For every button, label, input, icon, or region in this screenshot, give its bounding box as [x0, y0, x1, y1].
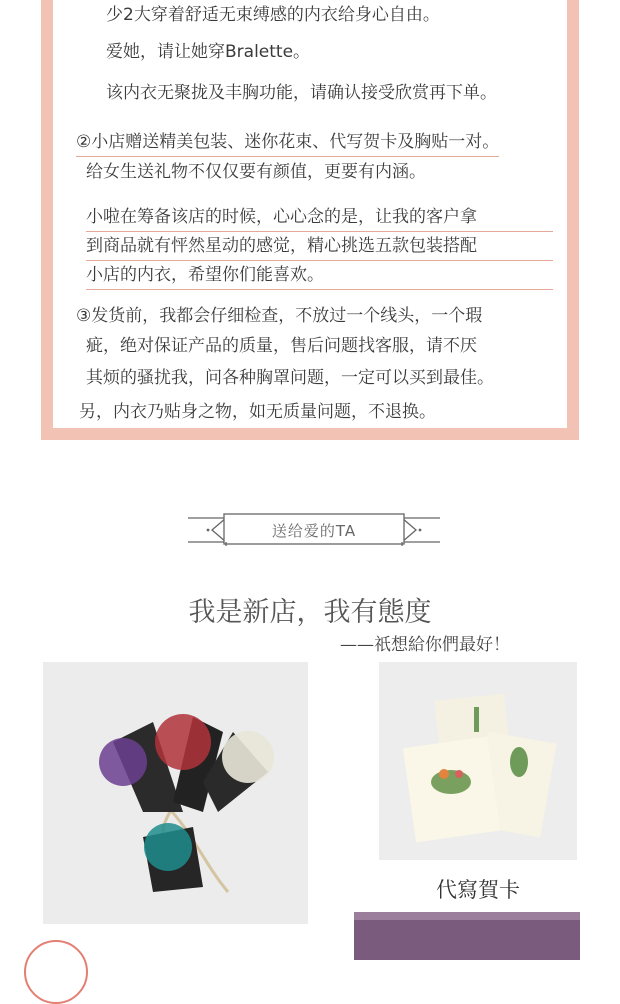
gift-banner [186, 512, 442, 548]
notice-panel [53, 0, 567, 428]
notice-line-7: 到商品就有怦然星动的感觉，精心挑选五款包装搭配 [86, 231, 553, 261]
notice-line-5: 给女生送礼物不仅仅要有颜值，更要有内涵。 [86, 162, 426, 182]
circle-ornament-icon [24, 940, 88, 1004]
greeting-cards-caption: 代寫賀卡 [436, 878, 520, 902]
greeting-cards-photo [379, 662, 577, 860]
notice-frame [41, 0, 579, 440]
page-headline: 我是新店，我有態度 [188, 597, 432, 628]
notice-line-9: ③发货前，我都会仔细检查，不放过一个线头，一个瑕 [76, 306, 483, 326]
notice-line-12: 另，内衣乃贴身之物，如无质量问题，不退换。 [79, 402, 436, 422]
notice-line-6: 小啦在筹备该店的时候，心心念的是，让我的客户拿 [86, 202, 553, 232]
notice-line-2: 爱她，请让她穿Bralette。 [106, 42, 311, 62]
notice-line-10: 疵，绝对保证产品的质量，售后问题找客服，请不厌 [86, 336, 477, 356]
notice-line-1: 少2大穿着舒适无束缚感的内衣给身心自由。 [106, 5, 440, 25]
notice-line-3: 该内衣无聚拢及丰胸功能，请确认接受欣赏再下单。 [106, 83, 497, 103]
bouquet-photo [43, 662, 308, 924]
notice-line-8: 小店的内衣，希望你们能喜欢。 [86, 260, 553, 290]
product-photo [354, 912, 580, 960]
notice-line-11: 其烦的骚扰我，问各种胸罩问题，一定可以买到最佳。 [86, 368, 494, 388]
banner-label: 送给爱的TA [271, 522, 357, 540]
page-subline: ——祇想給你們最好！ [340, 635, 510, 655]
notice-line-4: ②小店赠送精美包装、迷你花束、代写贺卡及胸贴一对。 [76, 127, 499, 157]
